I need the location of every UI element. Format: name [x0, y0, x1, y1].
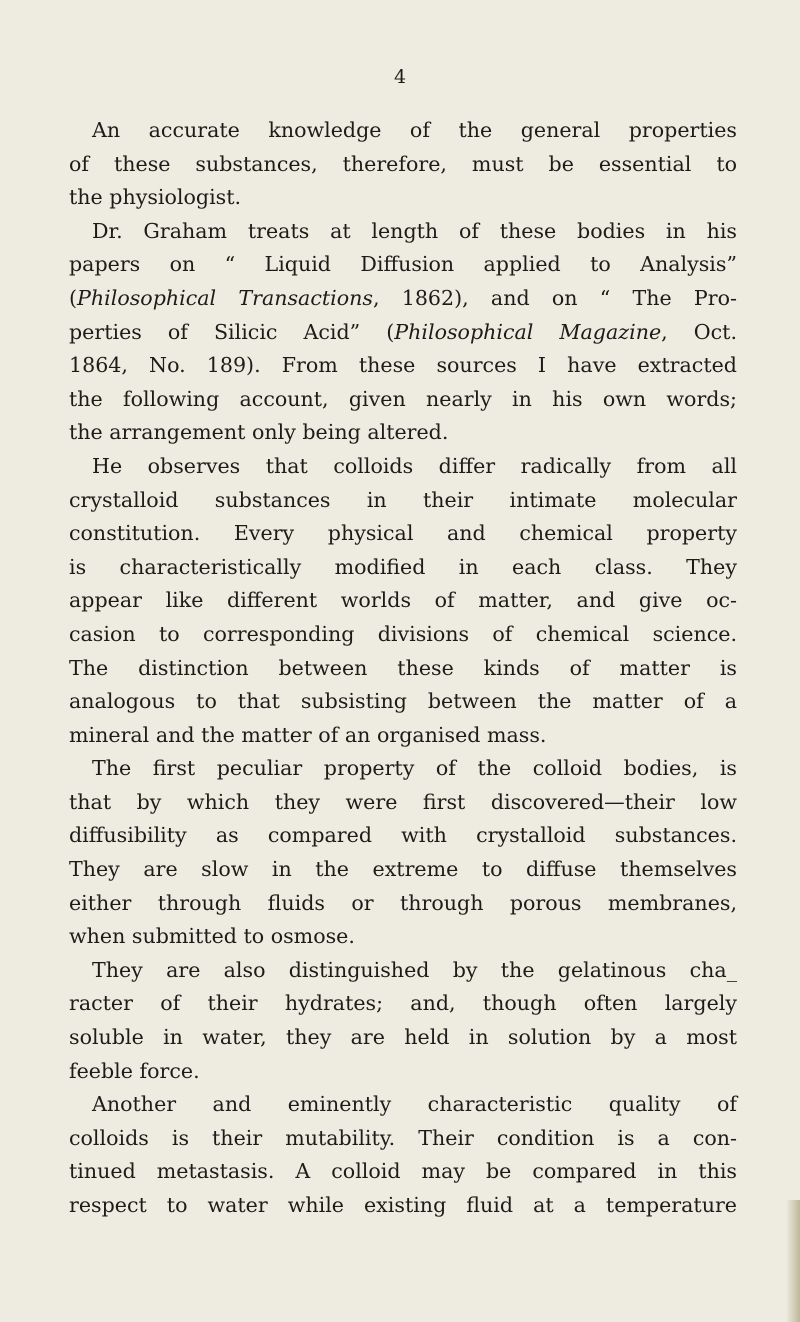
text-line: the following account, given nearly in his own words; — [69, 386, 737, 411]
text-line: respect to water while existing fluid at a temperature — [69, 1193, 737, 1217]
text-line: diffusibility as compared with crystalloid substances. — [69, 823, 737, 848]
body-text — [69, 114, 737, 1223]
text-line: They are also distinguished by the gelatinous cha_ — [92, 957, 737, 982]
text-line: racter of their hydrates; and, though often largely — [69, 991, 737, 1016]
text-line: is characteristically modified in each class. They — [69, 554, 737, 579]
text-line: the physiologist. — [69, 185, 242, 210]
text-line: Dr. Graham treats at length of these bodies in his — [92, 218, 737, 243]
text-line: that by which they were first discovered—their low — [69, 789, 737, 814]
text-line: He observes that colloids differ radically from all — [92, 453, 737, 478]
text-line: either through fluids or through porous membranes, — [69, 890, 737, 915]
page-edge-shadow — [786, 1200, 800, 1322]
text-line: the arrangement only being altered. — [69, 420, 449, 445]
text-line: (Philosophical Transactions, 1862), and on “ The Pro- — [69, 285, 737, 310]
text-line: They are slow in the extreme to diffuse themselves — [69, 857, 737, 882]
text-line: An accurate knowledge of the general properties — [92, 118, 737, 142]
text-line: of these substances, therefore, must be essential to — [69, 151, 737, 176]
text-line: The first peculiar property of the colloid bodies, is — [92, 756, 737, 781]
text-line: feeble force. — [69, 1058, 200, 1083]
text-line: perties of Silicic Acid” (Philosophical Magazine, Oct. — [69, 319, 737, 344]
text-line: papers on “ Liquid Diffusion applied to Analysis” — [69, 252, 737, 277]
text-line: mineral and the matter of an organised mass. — [69, 722, 547, 747]
text-line: when submitted to osmose. — [69, 924, 355, 949]
page-number: 4 — [393, 66, 407, 88]
text-line: casion to corresponding divisions of chemical science. — [69, 621, 737, 646]
text-line: 1864, No. 189). From these sources I have extracted — [69, 353, 737, 378]
text-line: The distinction between these kinds of matter is — [69, 655, 737, 680]
text-line: appear like different worlds of matter, and give oc- — [69, 588, 737, 613]
text-line: colloids is their mutability. Their condition is a con- — [69, 1125, 737, 1150]
text-line: tinued metastasis. A colloid may be compared in this — [69, 1159, 737, 1184]
text-line: soluble in water, they are held in solution by a most — [69, 1025, 737, 1050]
text-line: Another and eminently characteristic quality of — [92, 1092, 737, 1117]
text-line: constitution. Every physical and chemical property — [69, 521, 737, 546]
text-line: crystalloid substances in their intimate molecular — [69, 487, 737, 512]
text-line: analogous to that subsisting between the matter of a — [69, 689, 737, 714]
